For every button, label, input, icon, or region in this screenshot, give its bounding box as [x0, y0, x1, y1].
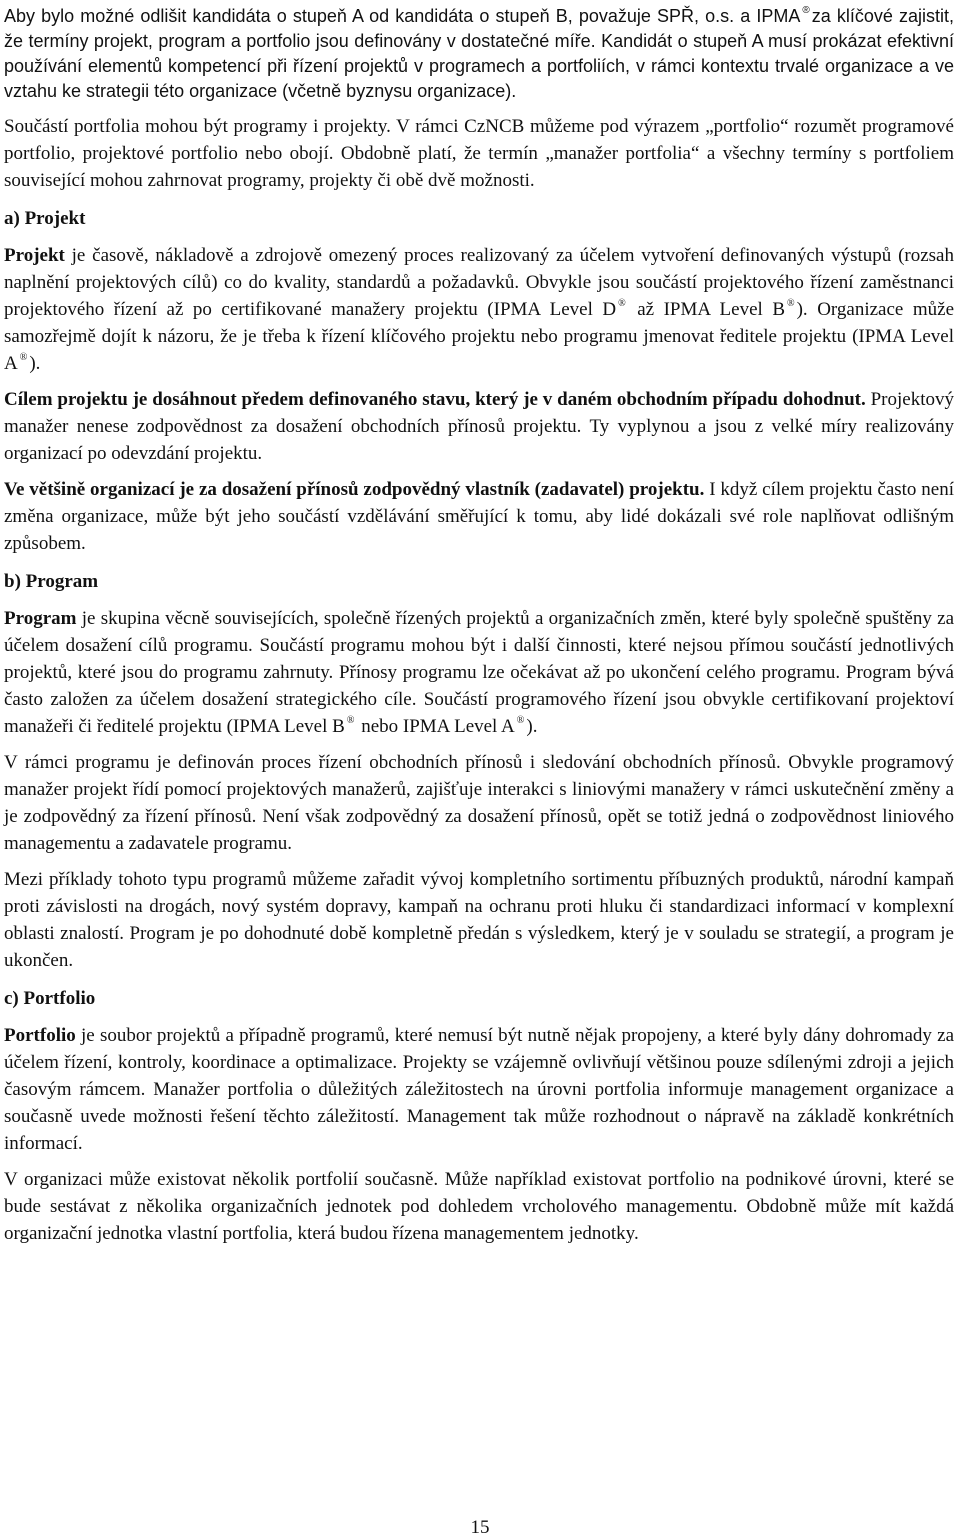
registered-mark: ®: [516, 715, 525, 726]
registered-mark: ®: [346, 715, 355, 726]
section-heading-program: b) Program: [4, 571, 99, 592]
section-heading-portfolio: c) Portfolio: [4, 988, 96, 1009]
term-program: Program: [4, 608, 77, 629]
portfolio-paragraph-2: V organizaci může existovat několik portfolií současně. Může například existovat portfolio na podnikové úrovni, které se bude sestávat z několika organizačních jednotek pod dohledem vrcholového managementu. Obdobně může mít každá organizační jednotka vlastní portfolia, která budou řízena managementem jednotky.: [4, 1169, 954, 1244]
program-paragraph-2: V rámci programu je definován proces řízení obchodních přínosů i sledování obchodních přínosů. Obvykle programový manažer projekt řídí pomocí projektových manažerů, zajišťuje interakci s liniovými manažery v rámci uskutečnění změny a je zodpovědný za řízení přínosů. Není však zodpovědný za dosažení přínosů, opět se totiž jedná o zodpovědnost liniového managementu a zadavatele programu.: [4, 752, 954, 854]
term-portfolio: Portfolio: [4, 1025, 76, 1046]
term-projekt: Projekt: [4, 245, 65, 266]
registered-mark: ®: [802, 5, 810, 16]
registered-mark: ®: [618, 298, 626, 309]
section-heading-projekt: a) Projekt: [4, 208, 86, 229]
portfolio-intro-paragraph: Součástí portfolia mohou být programy i projekty. V rámci CzNCB můžeme pod výrazem „portfolio“ rozumět programové portfolio, projektové portfolio nebo obojí. Obdobně platí, že termín „manažer portfolia“ a všechny termíny s portfoliem související mohou zahrnovat programy, projekty či obě dvě možnosti.: [4, 116, 954, 191]
program-paragraph-1: Program je skupina věcně souvisejících, společně řízených projektů a organizačních změn, které byly společně spuštěny za účelem dosažení cílů programu. Součástí programu mohou být i další činnosti, které nejsou přímou součástí jednotlivých projektů, které jsou do programu zahrnuty. Přínosy programu lze očekávat až po ukončení celého programu. Program bývá často založen za účelem dosažení strategického cíle. Součástí programového řízení jsou obvykle certifikovaní projektoví manažeři či ředitelé projektu (IPMA Level B ® nebo IPMA Level A ® ).: [4, 608, 954, 737]
registered-mark: ®: [19, 352, 28, 363]
intro-text-2: za klíčové zajistit, že termíny projekt, program a portfolio jsou definovány v dostatečné míře. Kandidát o stupeň A musí prokázat efektivní používání elementů kompetencí při řízení projektů v programech a portfoliích, v rámci kontextu trvalé organizace a ve vztahu ke strategii této organizace (včetně byznysu organizace).: [4, 6, 954, 101]
document-page: [4, 0, 954, 1247]
projekt-paragraph-3: Ve většině organizací je za dosažení přínosů zodpovědný vlastník (zadavatel) projektu. I když cílem projektu často není změna organizace, může být jeho součástí vzdělávání směřující k tomu, aby lidé dokázali své role naplňovat odlišným způsobem.: [4, 479, 954, 554]
page-number: 15: [470, 1517, 490, 1538]
portfolio-paragraph-1: Portfolio je soubor projektů a případně programů, které nemusí být nutně nějak propojeny, a které byly dány dohromady za účelem řízení, kontroly, koordinace a optimalizace. Projekty se vzájemně ovlivňují většinou pouze sdílenými zdroji a jejich časovým rámcem. Manažer portfolia o důležitých záležitostech na úrovni portfolia informuje management organizace a současně uvede možnosti řešení těchto záležitostí. Management tak může rozhodnout o nápravě na základě konkrétních informací.: [4, 1025, 954, 1154]
projekt-paragraph-1: Projekt je časově, nákladově a zdrojově omezený proces realizovaný za účelem vytvoření definovaných výstupů (rozsah naplnění projektových cílů) co do kvality, standardů a požadavků. Obvykle jsou součástí projektového řízení zaměstnanci projektového řízení až po certifikované manažery projektu (IPMA Level D ® až IPMA Level B ® ). Organizace může samozřejmě dojít k názoru, že je třeba k řízení klíčového projektu nebo programu jmenovat ředitele projektu (IPMA Level A ® ).: [4, 245, 954, 374]
intro-text-1: Aby bylo možné odlišit kandidáta o stupeň A od kandidáta o stupeň B, považuje SPŘ, o.s. a IPMA: [4, 6, 801, 26]
projekt-paragraph-2: Cílem projektu je dosáhnout předem definovaného stavu, který je v daném obchodním případu dohodnut. Projektový manažer nenese zodpovědnost za dosažení obchodních přínosů projektu. Ty vyplynou a jsou z velké míry realizovány organizací po odevzdání projektu.: [4, 389, 954, 464]
registered-mark: ®: [787, 298, 795, 309]
program-paragraph-3: Mezi příklady tohoto typu programů můžeme zařadit vývoj kompletního sortimentu příbuzných produktů, národní kampaň proti závislosti na drogách, nový systém dopravy, kampaň na ochranu proti hluku či standardizaci informací v komplexní oblasti znalostí. Program je po dohodnuté době kompletně předán s výsledkem, který je v souladu se strategií, a program je ukončen.: [4, 869, 954, 971]
intro-paragraph: [4, 4, 954, 104]
